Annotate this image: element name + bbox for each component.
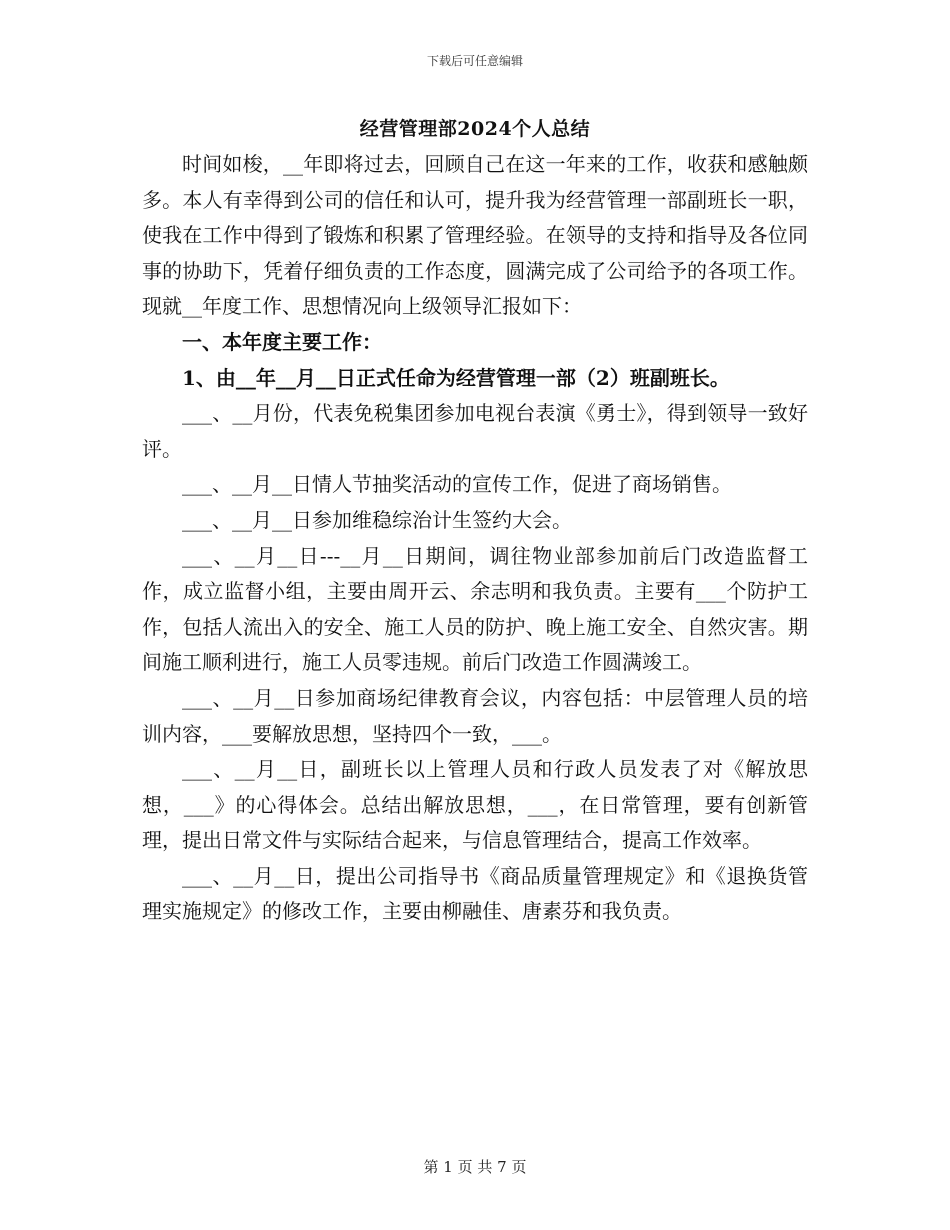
document-title: 经营管理部2024个人总结 — [359, 118, 591, 140]
item-appointment: 1、由__年__月__日正式任命为经营管理一部（2）班副班长。 — [182, 365, 730, 390]
header-note: 下载后可任意编辑 — [426, 54, 523, 68]
page-number: 第 1 页 共 7 页 — [423, 1158, 527, 1176]
document-body — [142, 147, 808, 930]
item-reflections: ___、__月__日，副班长以上管理人员和行政人员发表了对《解放思想，___》的心得体会。总结出解放思想，___，在日常管理，要有创新管理，提出日常文件与实际结合起来，与信息管理结合，提高工作效率。 — [142, 757, 808, 853]
section-heading-main-work: 一、本年度主要工作： — [182, 329, 382, 354]
item-signing-meeting: ___、__月__日参加维稳综治计生签约大会。 — [182, 507, 572, 532]
item-renovation-supervision: ___、__月__日---__月__日期间，调往物业部参加前后门改造监督工作，成立监督小组，主要由周开云、余志明和我负责。主要有___个防护工作，包括人流出入的安全、施工人员的防护、晚上施工安全、自然灾害。期间施工顺利进行，施工人员零违规。前后门改造工作圆满竣工。 — [142, 543, 808, 675]
paragraph-intro: 时间如梭，__年即将过去，回顾自己在这一年来的工作，收获和感触颇多。本人有幸得到公司的信任和认可，提升我为经营管理一部副班长一职，使我在工作中得到了锻炼和积累了管理经验。在领导的支持和指导及各位同事的协助下，凭着仔细负责的工作态度，圆满完成了公司给予的各项工作。现就__年度工作、思想情况向上级领导汇报如下： — [142, 152, 808, 319]
item-valentines-promotion: ___、__月__日情人节抽奖活动的宣传工作，促进了商场销售。 — [182, 472, 732, 497]
item-regulation-revision: ___、__月__日，提出公司指导书《商品质量管理规定》和《退换货管理实施规定》的修改工作，主要由柳融佳、唐素芬和我负责。 — [142, 863, 808, 924]
item-tv-performance: ___、__月份，代表免税集团参加电视台表演《勇士》，得到领导一致好评。 — [142, 401, 808, 461]
item-discipline-meeting: ___、__月__日参加商场纪律教育会议，内容包括：中层管理人员的培训内容，___要解放思想，坚持四个一致，___。 — [142, 685, 808, 746]
